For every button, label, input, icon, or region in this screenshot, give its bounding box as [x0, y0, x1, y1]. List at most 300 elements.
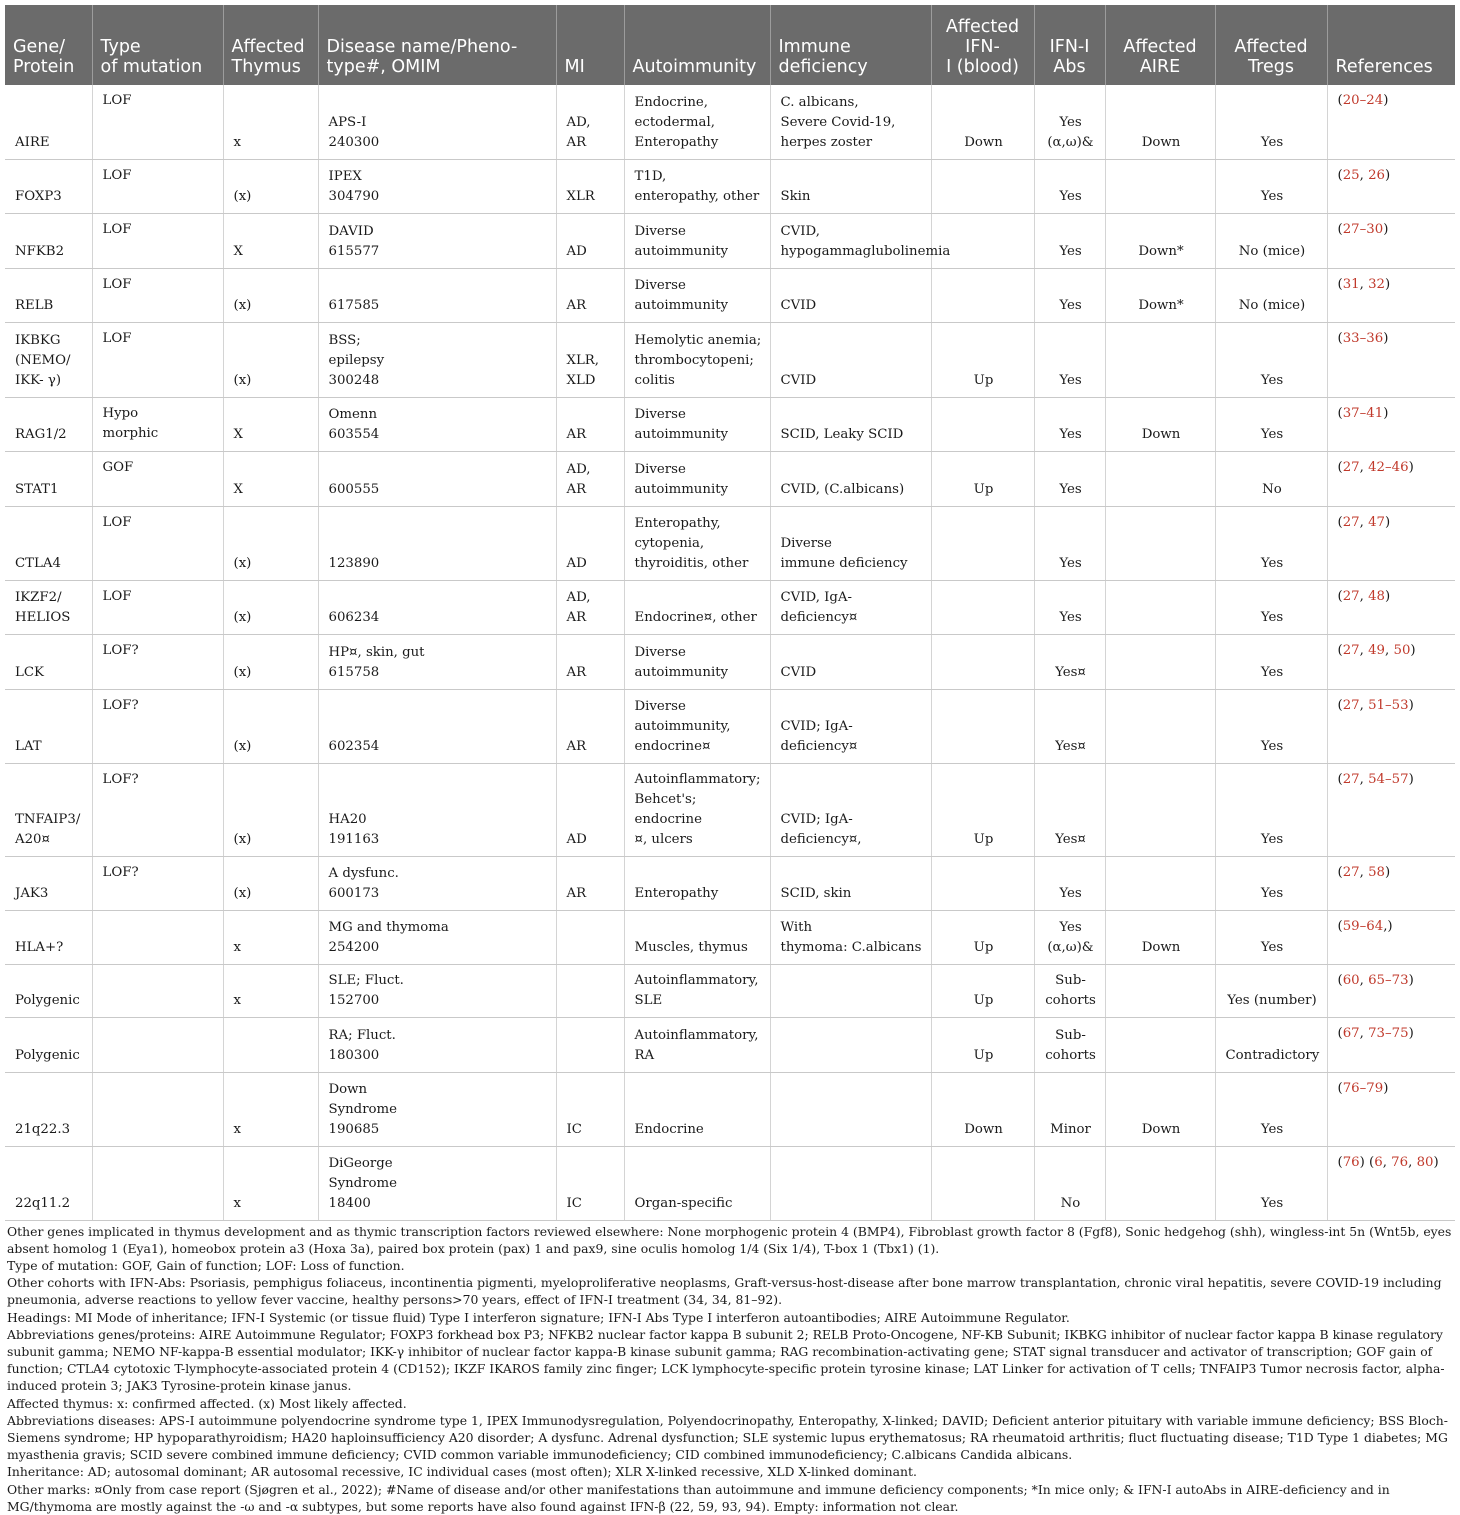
cell-immune: With thymoma: C.albicans [770, 910, 931, 964]
cell-references [1327, 397, 1455, 451]
column-header-immune: Immune deficiency [770, 5, 931, 85]
cell-ifn [931, 506, 1034, 580]
reference-link[interactable]: 50 [1393, 642, 1411, 658]
cell-gene: LCK [5, 634, 92, 689]
cell-mutation: LOF [92, 268, 223, 322]
reference-punct: ( [1337, 405, 1343, 421]
reference-punct: , [1382, 1154, 1392, 1170]
cell-thymus: (x) [223, 159, 318, 213]
reference-link[interactable]: 54–57 [1368, 771, 1409, 787]
reference-punct: ) [1385, 864, 1391, 880]
reference-link[interactable]: 27 [1342, 459, 1360, 475]
cell-gene: NFKB2 [5, 213, 92, 268]
cell-mutation: LOF? [92, 689, 223, 763]
reference-link[interactable]: 76 [1391, 1154, 1409, 1170]
cell-abs: Yes [1034, 159, 1105, 213]
cell-tregs: Yes [1215, 634, 1327, 689]
cell-abs: Yes [1034, 397, 1105, 451]
cell-gene: TNFAIP3/ A20¤ [5, 763, 92, 856]
cell-references [1327, 159, 1455, 213]
cell-references [1327, 268, 1455, 322]
cell-ifn: Up [931, 322, 1034, 397]
cell-mi: AD, AR [556, 451, 624, 506]
cell-tregs: Contradictory [1215, 1017, 1327, 1072]
cell-abs: Yes [1034, 856, 1105, 910]
cell-mi: AR [556, 634, 624, 689]
cell-autoimmunity: Endocrine, ectodermal, Enteropathy [624, 85, 770, 159]
table-container [5, 5, 1455, 1515]
cell-gene: 21q22.3 [5, 1072, 92, 1146]
cell-immune [770, 1072, 931, 1146]
reference-link[interactable]: 51–53 [1368, 697, 1409, 713]
cell-tregs: Yes [1215, 856, 1327, 910]
cell-tregs: Yes [1215, 506, 1327, 580]
reference-punct: ( [1337, 1025, 1343, 1041]
reference-link[interactable]: 27 [1342, 588, 1360, 604]
cell-gene: LAT [5, 689, 92, 763]
cell-aire: Down [1105, 1072, 1215, 1146]
table-row [5, 159, 1455, 213]
cell-mutation: LOF [92, 506, 223, 580]
cell-mi: AR [556, 268, 624, 322]
cell-autoimmunity: T1D, enteropathy, other [624, 159, 770, 213]
cell-disease: HP¤, skin, gut 615758 [318, 634, 556, 689]
reference-punct: ( [1337, 1080, 1343, 1096]
cell-immune: CVID, hypogammaglubolinemia [770, 213, 931, 268]
reference-link[interactable]: 6 [1374, 1154, 1383, 1170]
cell-tregs: Yes [1215, 910, 1327, 964]
cell-references [1327, 213, 1455, 268]
table-row [5, 580, 1455, 634]
reference-punct: , [1359, 588, 1369, 604]
column-header-thymus: Affected Thymus [223, 5, 318, 85]
cell-thymus [223, 1017, 318, 1072]
reference-link[interactable]: 20–24 [1342, 93, 1384, 108]
cell-autoimmunity: Organ-specific [624, 1146, 770, 1220]
reference-punct: ) [1408, 1025, 1414, 1041]
cell-disease: 617585 [318, 268, 556, 322]
cell-ifn [931, 580, 1034, 634]
cell-gene: AIRE [5, 85, 92, 159]
cell-references [1327, 580, 1455, 634]
cell-immune [770, 964, 931, 1017]
cell-mi: AD [556, 763, 624, 856]
footnote: Other marks: ¤Only from case report (Sjøgren et al., 2022); #Name of disease and/or other manifestations than autoimmune and immune deficiency components; *In mice only; & IFN-I autoAbs in AIRE-deficiency and in MG/thymoma are mostly against the -ω and -α subtypes, but some reports have also found against IFN-β (22, 59, 93, 94). Empty: information not clear. [7, 1481, 1390, 1514]
cell-references [1327, 910, 1455, 964]
cell-immune: C. albicans, Severe Covid-19, herpes zoster [770, 85, 931, 159]
cell-immune: CVID [770, 268, 931, 322]
footnote: Other genes implicated in thymus development and as thymic transcription factors reviewed elsewhere: None morphogenic protein 4 (BMP4), Fibroblast growth factor 8 (Fgf8), Sonic hedgehog (shh), wingless-int 5n (Wnt5b, eyes absent homolog 1 (Eya1), homeobox protein a3 (Hoxa 3a), paired box protein (pax) 1 and pax9, sine oculis homolog 1/4 (Six 1/4), T-box 1 (Tbx1) (1). [7, 1223, 1452, 1256]
reference-link[interactable]: 37–41 [1342, 405, 1384, 421]
column-header-references: References [1327, 5, 1455, 85]
reference-punct: ( [1337, 1154, 1343, 1170]
cell-abs: Yes¤ [1034, 634, 1105, 689]
cell-abs: Yes [1034, 580, 1105, 634]
cell-mi: AR [556, 397, 624, 451]
cell-autoimmunity: Enteropathy [624, 856, 770, 910]
reference-link[interactable]: 27 [1342, 771, 1360, 787]
cell-references [1327, 763, 1455, 856]
reference-link[interactable]: 26 [1368, 167, 1386, 183]
cell-references [1327, 451, 1455, 506]
reference-link[interactable]: 73–75 [1368, 1025, 1409, 1041]
cell-ifn: Down [931, 1072, 1034, 1146]
cell-mutation: LOF? [92, 634, 223, 689]
table-row [5, 322, 1455, 397]
cell-autoimmunity: Autoinflammatory, RA [624, 1017, 770, 1072]
reference-punct: ) [1383, 330, 1389, 346]
cell-ifn: Up [931, 451, 1034, 506]
column-header-autoimmunity: Autoimmunity [624, 5, 770, 85]
cell-mi: IC [556, 1072, 624, 1146]
reference-punct: , [1359, 1025, 1369, 1041]
table-row [5, 268, 1455, 322]
cell-aire [1105, 964, 1215, 1017]
reference-punct: ) [1383, 93, 1389, 108]
cell-disease: 602354 [318, 689, 556, 763]
cell-autoimmunity: Diverse autoimmunity [624, 451, 770, 506]
cell-disease: DAVID 615577 [318, 213, 556, 268]
footnote: Type of mutation: GOF, Gain of function; LOF: Loss of function. [7, 1257, 405, 1273]
cell-immune: CVID; IgA-deficiency¤, [770, 763, 931, 856]
cell-disease: SLE; Fluct. 152700 [318, 964, 556, 1017]
cell-tregs: Yes [1215, 85, 1327, 159]
cell-thymus: x [223, 1146, 318, 1220]
cell-mi: AD [556, 213, 624, 268]
reference-punct: ( [1337, 642, 1343, 658]
cell-thymus: (x) [223, 763, 318, 856]
cell-thymus: X [223, 397, 318, 451]
cell-tregs: No (mice) [1215, 268, 1327, 322]
reference-punct: ) [1383, 405, 1389, 421]
table-row [5, 1146, 1455, 1220]
cell-references [1327, 634, 1455, 689]
cell-mutation [92, 910, 223, 964]
cell-gene: CTLA4 [5, 506, 92, 580]
cell-references [1327, 856, 1455, 910]
cell-aire: Down [1105, 85, 1215, 159]
cell-gene: IKBKG (NEMO/ IKK- γ) [5, 322, 92, 397]
cell-abs: Yes [1034, 268, 1105, 322]
cell-immune: CVID, IgA-deficiency¤ [770, 580, 931, 634]
reference-punct: ) [1433, 1154, 1439, 1170]
reference-punct: ( [1337, 167, 1343, 183]
cell-autoimmunity: Endocrine¤, other [624, 580, 770, 634]
table-footnotes [5, 1221, 1455, 1515]
cell-tregs: No (mice) [1215, 213, 1327, 268]
cell-disease: 123890 [318, 506, 556, 580]
cell-mi: AR [556, 689, 624, 763]
cell-ifn: Up [931, 763, 1034, 856]
cell-mutation: Hypo morphic [92, 397, 223, 451]
cell-ifn [931, 856, 1034, 910]
reference-link[interactable]: 60 [1342, 972, 1360, 988]
reference-punct: ( [1337, 972, 1343, 988]
cell-autoimmunity: Enteropathy, cytopenia, thyroiditis, other [624, 506, 770, 580]
reference-punct: ( [1337, 514, 1343, 530]
cell-thymus: X [223, 451, 318, 506]
cell-thymus: X [223, 213, 318, 268]
cell-mutation: LOF [92, 85, 223, 159]
reference-punct: , [1359, 642, 1369, 658]
reference-link[interactable]: 27 [1342, 864, 1360, 880]
cell-disease: IPEX 304790 [318, 159, 556, 213]
reference-link[interactable]: 25 [1342, 167, 1360, 183]
cell-abs: Yes (α,ω)& [1034, 910, 1105, 964]
cell-references [1327, 964, 1455, 1017]
reference-punct: , [1359, 697, 1369, 713]
reference-punct: ) [1383, 1080, 1389, 1096]
cell-mi: XLR, XLD [556, 322, 624, 397]
reference-punct: ) [1408, 972, 1414, 988]
cell-disease: MG and thymoma 254200 [318, 910, 556, 964]
cell-thymus: x [223, 964, 318, 1017]
reference-link[interactable]: 80 [1416, 1154, 1434, 1170]
cell-tregs: Yes [1215, 763, 1327, 856]
cell-mutation: LOF [92, 580, 223, 634]
reference-link[interactable]: 27 [1342, 697, 1360, 713]
cell-ifn [931, 634, 1034, 689]
table-row [5, 856, 1455, 910]
reference-link[interactable]: 58 [1368, 864, 1386, 880]
reference-link[interactable]: 47 [1368, 514, 1386, 530]
cell-mi [556, 964, 624, 1017]
column-header-abs: IFN-I Abs [1034, 5, 1105, 85]
cell-ifn [931, 159, 1034, 213]
cell-tregs: Yes (number) [1215, 964, 1327, 1017]
reference-link[interactable]: 27 [1342, 642, 1360, 658]
cell-mutation [92, 964, 223, 1017]
cell-immune: Diverse immune deficiency [770, 506, 931, 580]
reference-punct: ( [1337, 918, 1343, 934]
cell-aire [1105, 689, 1215, 763]
cell-autoimmunity: Autoinflammatory, SLE [624, 964, 770, 1017]
cell-mi: IC [556, 1146, 624, 1220]
cell-mutation [92, 1146, 223, 1220]
cell-tregs: Yes [1215, 689, 1327, 763]
cell-gene: 22q11.2 [5, 1146, 92, 1220]
cell-mi [556, 1017, 624, 1072]
footnote: Abbreviations genes/proteins: AIRE Autoimmune Regulator; FOXP3 forkhead box P3; NFKB2 nuclear factor kappa B subunit 2; RELB Proto-Oncogene, NF-KB Subunit; IKBKG inhibitor of nuclear factor kappa B kinase regulatory subunit gamma; NEMO NF-kappa-B essential modulator; IKK-γ inhibitor of nuclear factor kappa-B kinase subunit gamma; RAG recombination-activating gene; STAT signal transducer and activator of transcription; GOF gain of function; CTLA4 cytotoxic T-lymphocyte-associated protein 4 (CD152); IKZF IKAROS family zinc finger; LCK lymphocyte-specific protein tyrosine kinase; LAT Linker for activation of T cells; TNFAIP3 Tumor necrosis factor, alpha-induced protein 3; JAK3 Tyrosine-protein kinase janus. [7, 1326, 1445, 1394]
cell-disease: HA20 191163 [318, 763, 556, 856]
table-row [5, 1017, 1455, 1072]
cell-autoimmunity: Diverse autoimmunity, endocrine¤ [624, 689, 770, 763]
reference-punct: ) [1385, 276, 1391, 292]
table-row [5, 689, 1455, 763]
cell-gene: Polygenic [5, 964, 92, 1017]
cell-ifn [931, 213, 1034, 268]
reference-punct: ( [1337, 221, 1343, 237]
reference-link[interactable]: 76–79 [1342, 1080, 1384, 1096]
cell-ifn [931, 1146, 1034, 1220]
table-row [5, 213, 1455, 268]
cell-thymus: x [223, 85, 318, 159]
cell-references [1327, 689, 1455, 763]
cell-immune: CVID; IgA-deficiency¤ [770, 689, 931, 763]
reference-link[interactable]: 33–36 [1342, 330, 1384, 346]
column-header-aire: Affected AIRE [1105, 5, 1215, 85]
cell-gene: STAT1 [5, 451, 92, 506]
reference-link[interactable]: 42–46 [1368, 459, 1409, 475]
cell-aire: Down [1105, 910, 1215, 964]
reference-punct: , [1359, 167, 1369, 183]
cell-abs: Yes [1034, 213, 1105, 268]
reference-punct: ) [1408, 771, 1414, 787]
column-header-gene: Gene/ Protein [5, 5, 92, 85]
reference-punct: , [1359, 864, 1369, 880]
cell-references [1327, 1072, 1455, 1146]
reference-link[interactable]: 32 [1368, 276, 1386, 292]
cell-tregs: Yes [1215, 397, 1327, 451]
cell-disease: A dysfunc. 600173 [318, 856, 556, 910]
cell-autoimmunity: Muscles, thymus [624, 910, 770, 964]
reference-punct: , [1359, 276, 1369, 292]
cell-tregs: Yes [1215, 580, 1327, 634]
cell-thymus: (x) [223, 580, 318, 634]
cell-aire [1105, 159, 1215, 213]
reference-link[interactable]: 76 [1342, 1154, 1360, 1170]
reference-link[interactable]: 49 [1368, 642, 1386, 658]
cell-gene: HLA+? [5, 910, 92, 964]
reference-punct: , [1408, 1154, 1417, 1170]
reference-punct: , [1359, 514, 1369, 530]
cell-immune: Skin [770, 159, 931, 213]
reference-link[interactable]: 48 [1368, 588, 1386, 604]
cell-aire [1105, 634, 1215, 689]
footnote: Headings: MI Mode of inheritance; IFN-I Systemic (or tissue fluid) Type I interferon signature; IFN-I Abs Type I interferon autoantibodies; AIRE Autoimmune Regulator. [7, 1309, 1070, 1325]
cell-aire [1105, 451, 1215, 506]
reference-link[interactable]: 67 [1342, 1025, 1360, 1041]
cell-references [1327, 506, 1455, 580]
cell-autoimmunity: Hemolytic anemia; thrombocytopeni; colitis [624, 322, 770, 397]
column-header-ifn: Affected IFN- I (blood) [931, 5, 1034, 85]
cell-gene: JAK3 [5, 856, 92, 910]
cell-tregs: Yes [1215, 1146, 1327, 1220]
reference-punct: ) [1385, 588, 1391, 604]
cell-gene: IKZF2/ HELIOS [5, 580, 92, 634]
cell-thymus: (x) [223, 506, 318, 580]
footnote: Inheritance: AD; autosomal dominant; AR autosomal recessive, IC individual cases (most often); XLR X-linked recessive, XLD X-linked dominant. [7, 1464, 917, 1480]
cell-ifn: Up [931, 964, 1034, 1017]
reference-punct: , [1359, 771, 1369, 787]
column-header-mutation: Type of mutation [92, 5, 223, 85]
cell-aire: Down* [1105, 213, 1215, 268]
cell-ifn: Up [931, 910, 1034, 964]
cell-mutation: LOF [92, 159, 223, 213]
cell-aire [1105, 580, 1215, 634]
cell-tregs: Yes [1215, 159, 1327, 213]
cell-aire [1105, 506, 1215, 580]
cell-autoimmunity: Endocrine [624, 1072, 770, 1146]
cell-gene: FOXP3 [5, 159, 92, 213]
reference-punct: ( [1337, 459, 1343, 475]
cell-autoimmunity: Autoinflammatory; Behcet's; endocrine ¤, ulcers [624, 763, 770, 856]
reference-link[interactable]: 27–30 [1342, 221, 1384, 237]
reference-punct: ( [1337, 330, 1343, 346]
cell-abs: Yes [1034, 322, 1105, 397]
reference-punct: , [1385, 642, 1394, 658]
gene-table [5, 5, 1455, 1221]
cell-thymus: (x) [223, 268, 318, 322]
cell-abs: Sub- cohorts [1034, 964, 1105, 1017]
cell-abs: Yes [1034, 451, 1105, 506]
cell-ifn: Down [931, 85, 1034, 159]
cell-abs: Yes (α,ω)& [1034, 85, 1105, 159]
cell-gene: Polygenic [5, 1017, 92, 1072]
reference-link[interactable]: 31 [1342, 276, 1360, 292]
footnote: Abbreviations diseases: APS-I autoimmune polyendocrine syndrome type 1, IPEX Immunodysregulation, Polyendocrinopathy, Enteropathy, X-linked; DAVID; Deficient anterior pituitary with variable immune deficiency; BSS Bloch-Siemens syndrome; HP hypoparathyroidism; HA20 haploinsufficiency A20 disorder; A dysfunc. Adrenal dysfunction; SLE systemic lupus erythematosus; RA rheumatoid arthritis; fluct fluctuating disease; T1D Type 1 diabetes; MG myasthenia gravis; SCID severe combined immune deficiency; CVID common variable immunodeficiency; CID combined immunodeficiency; C.albicans Candida albicans. [7, 1412, 1448, 1463]
reference-punct: ) ( [1359, 1154, 1375, 1170]
cell-ifn: Up [931, 1017, 1034, 1072]
cell-immune [770, 1146, 931, 1220]
cell-ifn [931, 397, 1034, 451]
reference-link[interactable]: 59–64 [1342, 918, 1384, 934]
cell-aire [1105, 1146, 1215, 1220]
reference-link[interactable]: 65–73 [1368, 972, 1409, 988]
cell-thymus: (x) [223, 322, 318, 397]
reference-punct: , [1359, 459, 1369, 475]
reference-link[interactable]: 27 [1342, 514, 1360, 530]
table-row [5, 397, 1455, 451]
cell-autoimmunity: Diverse autoimmunity [624, 397, 770, 451]
table-row [5, 85, 1455, 159]
reference-punct: ) [1408, 697, 1414, 713]
cell-mutation [92, 1072, 223, 1146]
reference-punct: ( [1337, 93, 1343, 108]
cell-thymus: (x) [223, 689, 318, 763]
cell-aire: Down* [1105, 268, 1215, 322]
reference-punct: ,) [1383, 918, 1393, 934]
cell-mi [556, 910, 624, 964]
cell-mi: AD, AR [556, 85, 624, 159]
cell-mutation [92, 1017, 223, 1072]
cell-thymus: (x) [223, 856, 318, 910]
cell-abs: Sub- cohorts [1034, 1017, 1105, 1072]
reference-punct: ( [1337, 864, 1343, 880]
cell-mutation: LOF? [92, 763, 223, 856]
table-row [5, 506, 1455, 580]
cell-disease: RA; Fluct. 180300 [318, 1017, 556, 1072]
cell-aire [1105, 763, 1215, 856]
reference-punct: ( [1337, 588, 1343, 604]
reference-punct: ) [1385, 167, 1391, 183]
cell-mi: AD, AR [556, 580, 624, 634]
footnote: Affected thymus: x: confirmed affected. (x) Most likely affected. [7, 1395, 407, 1411]
reference-punct: ) [1408, 459, 1414, 475]
cell-tregs: Yes [1215, 322, 1327, 397]
cell-gene: RAG1/2 [5, 397, 92, 451]
column-header-tregs: Affected Tregs [1215, 5, 1327, 85]
reference-punct: ) [1385, 514, 1391, 530]
table-row [5, 763, 1455, 856]
cell-aire [1105, 1017, 1215, 1072]
cell-gene: RELB [5, 268, 92, 322]
cell-ifn [931, 268, 1034, 322]
reference-punct: , [1359, 972, 1369, 988]
reference-punct: ( [1337, 276, 1343, 292]
cell-references [1327, 322, 1455, 397]
cell-mutation: LOF? [92, 856, 223, 910]
reference-punct: ( [1337, 697, 1343, 713]
cell-ifn [931, 689, 1034, 763]
column-header-mi: MI [556, 5, 624, 85]
cell-aire [1105, 322, 1215, 397]
cell-autoimmunity: Diverse autoimmunity [624, 213, 770, 268]
cell-immune: CVID [770, 634, 931, 689]
cell-immune: SCID, Leaky SCID [770, 397, 931, 451]
cell-immune [770, 1017, 931, 1072]
cell-immune: CVID, (C.albicans) [770, 451, 931, 506]
